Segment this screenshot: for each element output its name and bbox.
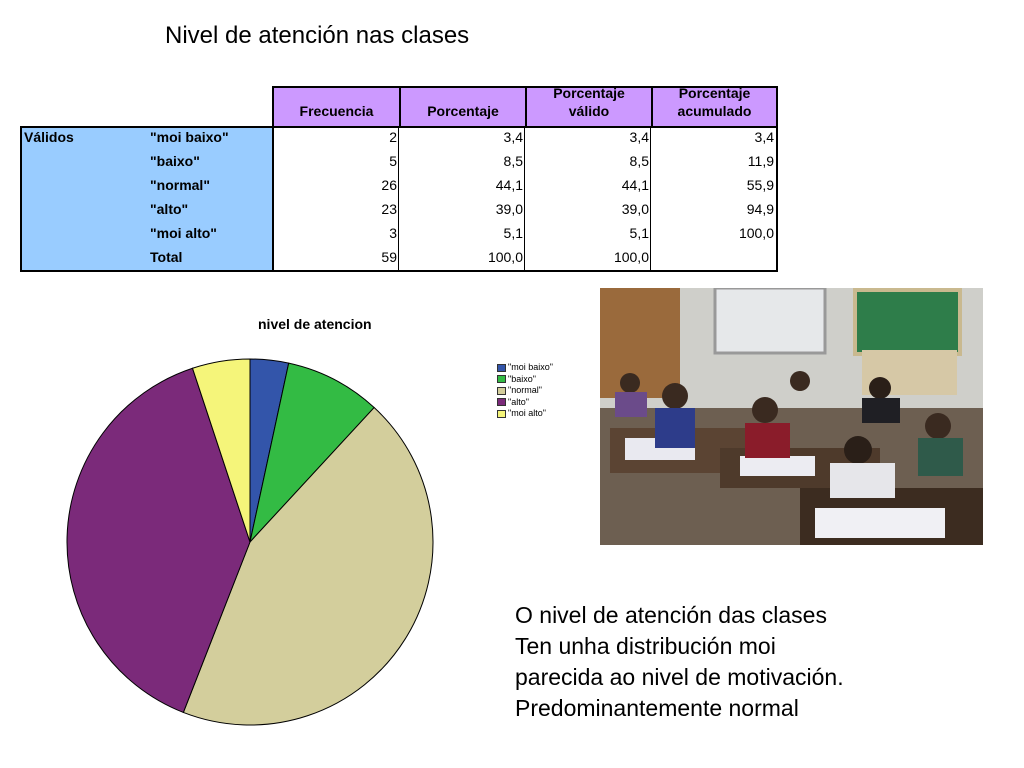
cell-valid: 5,1 [629, 225, 649, 241]
cell-freq: 26 [381, 177, 397, 193]
header-porcentaje-acumulado [651, 86, 778, 126]
data-area [272, 126, 778, 272]
cell-valid: 39,0 [621, 201, 649, 217]
cell-freq: 23 [381, 201, 397, 217]
caption-line: O nivel de atención das clases [515, 602, 827, 628]
cell-cum: 55,9 [746, 177, 774, 193]
legend-label: "moi baixo" [508, 362, 553, 372]
legend-item [497, 385, 553, 397]
cell-cum: 94,9 [746, 201, 774, 217]
header-label: Porcentaje acumulado [677, 86, 752, 119]
cell-pct: 100,0 [487, 249, 523, 265]
legend-label: "normal" [508, 385, 542, 395]
cell-pct: 5,1 [503, 225, 523, 241]
legend-swatch [497, 398, 506, 406]
legend-swatch [497, 410, 506, 418]
slide-title: Nivel de atención nas clases [165, 22, 470, 49]
column-divider [524, 126, 525, 272]
row-label: "moi baixo" [150, 129, 229, 145]
row-label: "moi alto" [150, 225, 217, 241]
chart-legend [497, 362, 553, 420]
cell-pct: 44,1 [495, 177, 523, 193]
stub-label-validos: Válidos [24, 129, 74, 145]
legend-label: "baixo" [508, 373, 536, 384]
column-divider [650, 126, 651, 272]
classroom-illustration [600, 288, 983, 545]
legend-item [497, 362, 553, 374]
caption-line: Predominantemente normal [515, 695, 799, 721]
cell-pct: 39,0 [495, 201, 523, 217]
caption-line: parecida ao nivel de motivación. [515, 664, 844, 690]
cell-cum: 100,0 [738, 225, 774, 241]
slide-caption [515, 600, 844, 724]
cell-freq: 59 [381, 249, 397, 265]
cell-valid: 100,0 [613, 249, 649, 265]
row-label-total: Total [150, 249, 183, 265]
header-label: Frecuencia [299, 103, 374, 119]
header-label: Porcentaje válido [553, 86, 625, 119]
legend-item [497, 397, 553, 409]
cell-freq: 5 [389, 153, 397, 169]
row-label: "baixo" [150, 153, 200, 169]
row-label: "normal" [150, 177, 210, 193]
legend-label: "alto" [508, 396, 529, 407]
header-porcentaje [399, 86, 525, 126]
chart-title: nivel de atencion [258, 316, 372, 332]
frequency-table [20, 86, 778, 272]
legend-swatch [497, 364, 506, 372]
cell-pct: 3,4 [503, 129, 523, 145]
legend-item [497, 374, 553, 386]
classroom-photo [600, 288, 983, 545]
column-divider [398, 126, 399, 272]
row-stub [20, 126, 272, 272]
header-label: Porcentaje [427, 103, 499, 119]
caption-line: Ten unha distribución moi [515, 633, 776, 659]
legend-swatch [497, 375, 506, 383]
legend-label: "moi alto" [508, 408, 546, 418]
row-label: "alto" [150, 201, 189, 217]
cell-freq: 3 [389, 225, 397, 241]
legend-swatch [497, 387, 506, 395]
cell-cum: 11,9 [747, 153, 774, 169]
pie-chart [60, 352, 440, 732]
legend-item [497, 408, 553, 420]
cell-pct: 8,5 [503, 153, 523, 169]
cell-valid: 3,4 [629, 129, 649, 145]
cell-valid: 44,1 [621, 177, 649, 193]
header-frecuencia [272, 86, 399, 126]
header-porcentaje-valido [525, 86, 651, 126]
cell-freq: 2 [389, 129, 397, 145]
cell-valid: 8,5 [629, 153, 649, 169]
cell-cum: 3,4 [754, 129, 774, 145]
